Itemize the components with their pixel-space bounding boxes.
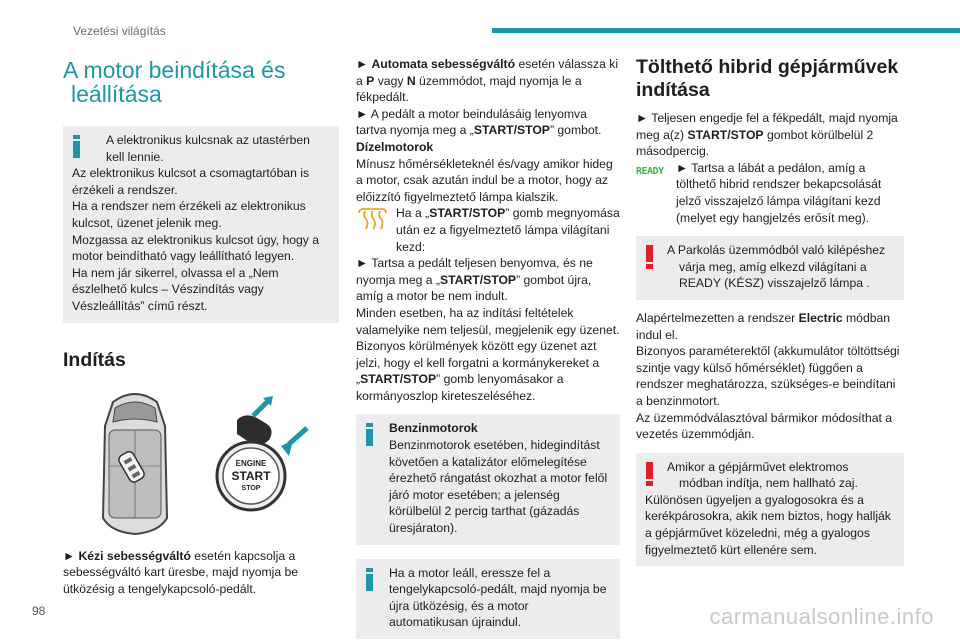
paragraph-text: ► Teljesen engedje fel a fékpedált, majd nyomja meg a(z) — [636, 111, 898, 142]
warning-icon — [646, 462, 653, 487]
info-line: Mozgassa az elektronikus kulcsot úgy, hogy a motor beindítható vagy leállítható legyen. — [72, 232, 320, 264]
bold-term: P — [366, 73, 375, 88]
paragraph-text: üzemmódot, majd nyomja le a fékpedált. — [356, 73, 582, 105]
mode-selector-paragraph: Az üzemmódválasztóval bármikor módosíthat a vezetés üzemmódján. — [636, 410, 893, 442]
automatic-gearbox-paragraph — [356, 56, 620, 106]
glow-plug-warning-icon — [356, 207, 389, 233]
bold-term: N — [406, 73, 416, 88]
bold-term: Electric — [798, 310, 843, 325]
watermark: carmanualsonline.info — [709, 604, 934, 629]
start-illustration — [63, 386, 339, 536]
page-number: 98 — [32, 604, 46, 618]
glow-plug-row — [356, 205, 620, 255]
paragraph-text: gombot körülbelül 2 másodpercig. — [636, 127, 874, 159]
info-line: A elektronikus kulcsnak az utastérben kell lennie. — [106, 133, 310, 164]
header-accent-bar — [492, 28, 960, 33]
conditions-paragraph: Minden esetben, ha az indítási feltételek valamelyike nem teljesül, megjelenik egy üzenet. — [356, 305, 620, 337]
paragraph-text: ” gomb megnyomása után ez a figyelmeztető lámpa világítani kezd: — [396, 206, 620, 254]
stall-text: Ha a motor leáll, eressze fel a tengelykapcsoló-pedált, majd nyomja be újra ütközésig, és a motor automatikusan újraindul. — [389, 565, 607, 630]
warning-box-park — [636, 236, 904, 300]
bold-term: START/STOP — [360, 372, 437, 387]
petrol-heading: Benzinmotorok — [389, 421, 478, 436]
paragraph-text: ” gombot. — [549, 123, 602, 138]
glow-plug-text — [356, 205, 620, 255]
start-button-label: START — [231, 468, 271, 483]
paragraph-text: esetén válassza ki a — [356, 57, 619, 88]
parameters-paragraph: Bizonyos paraméterektől (akkumulátor töltöttségi szintje vagy külső hőmérséklet) függően a rendszer meghatározza, szükséges-e beindítani a benzinmotort. — [636, 344, 900, 408]
manual-gearbox-paragraph — [63, 548, 339, 598]
arrow-bullet: ► — [356, 57, 369, 71]
warning-text: Különösen ügyeljen a gyalogosokra és a kerékpárosokra, akik nem biztos, hogy hallják a gépjárművet közeledni, még a gyalogos figyelmeztető kürt ellenére sem. — [645, 492, 891, 557]
paragraph-text: ► Tartsa a pedált teljesen benyomva, és ne nyomja meg a „ — [356, 256, 593, 287]
header-section-title: Vezetési világítás — [73, 24, 166, 38]
bold-term: Automata sebességváltó — [371, 57, 516, 71]
section-title-hybrid: Tölthető hibrid gépjárművek indítása — [636, 56, 899, 101]
paragraph-text: Bizonyos körülmények között egy üzenet azt jelzi, hogy el kell forgatni a kormánykereket a „ — [356, 339, 600, 387]
car-top-view-icon — [103, 394, 167, 534]
ready-text: ► Tartsa a lábát a pedálon, amíg a tölthető hibrid rendszer bekapcsolását jelző visszajelző lámpa világítani kezd (melyet egy hangjelzés erősít meg). — [676, 160, 882, 225]
paragraph-text: esetén kapcsolja a sebességváltó kart üresbe, majd nyomja be ütközésig a tengelykapcsoló-pedált. — [63, 548, 299, 596]
warning-text: A Parkolás üzemmódból való kilépéshez várja meg, amíg elkezd világítani a READY (KÉSZ) visszajelző lámpa . — [667, 243, 886, 291]
paragraph-text: ► A pedált a motor beindulásáig lenyomva tartva nyomja meg a „ — [356, 106, 587, 138]
start-button-label: ENGINE — [235, 458, 267, 468]
info-line: Ha nem jár sikerrel, olvassa el a „Nem észlelhető kulcs – Vészindítás vagy Vészleállítás” című részt. — [72, 265, 279, 313]
info-icon — [366, 568, 373, 591]
bold-term: START/STOP — [429, 206, 506, 221]
diesel-heading: Dízelmotorok — [356, 139, 434, 154]
info-line: Ha a rendszer nem érzékeli az elektronikus kulcsot, üzenet jelenik meg. — [72, 199, 306, 230]
car-key-illustration — [63, 386, 339, 536]
bold-term: START/STOP — [440, 272, 517, 287]
arrow-bullet: ► — [63, 548, 76, 563]
ready-indicator-icon: READY — [636, 165, 664, 177]
petrol-text: Benzinmotorok esetében, hidegindítást követően a katalizátor előmelegítése érezhető rángatást okozhat a motor felől járó motor esetében; a jelenség körülbelül 2 percig tarthat (gázadás üresjáraton). — [389, 438, 608, 536]
paragraph-text: Alapértelmezetten a rendszer — [636, 310, 799, 325]
info-line: Az elektronikus kulcsot a csomagtartóban is érzékeli a rendszer. — [72, 166, 310, 197]
paragraph-text: módban indul el. — [636, 310, 891, 342]
steering-paragraph — [356, 338, 620, 404]
subtitle-inditas: Indítás — [63, 348, 126, 371]
ready-row — [636, 160, 904, 226]
info-icon — [366, 423, 373, 446]
info-box-electronic-key — [63, 126, 339, 323]
info-box-petrol — [356, 414, 620, 544]
column-2 — [356, 56, 620, 639]
start-button-label: STOP — [241, 484, 261, 492]
info-box-stall — [356, 559, 620, 639]
warning-box-electric — [636, 453, 904, 567]
column-1 — [63, 56, 339, 597]
section-title-start-stop: A motor beindítása és leállítása — [63, 57, 286, 107]
release-paragraph — [356, 255, 620, 305]
bold-term: START/STOP — [687, 127, 764, 142]
paragraph-text: Ha a „ — [396, 206, 430, 221]
paragraph-text: ” gomb lenyomásakor a kormányoszlop kireteszeléséhez. — [356, 372, 564, 403]
paragraph-text: ” gombot újra, amíg a motor be nem indult. — [356, 272, 592, 304]
bold-term: START/STOP — [473, 123, 550, 138]
warning-text: Amikor a gépjárművet elektromos módban indítja, nem hallható zaj. — [667, 459, 858, 491]
bold-term: Kézi sebességváltó — [78, 548, 191, 563]
finger-press-icon — [237, 396, 273, 445]
hybrid-press-paragraph — [636, 110, 904, 160]
info-icon — [73, 135, 80, 158]
press-paragraph — [356, 106, 620, 139]
paragraph-text: vagy — [374, 73, 407, 88]
column-3 — [636, 56, 904, 566]
diesel-paragraph: Mínusz hőmérsékleteknél és/vagy amikor hideg a motor, csak azután indul be a motor, hogy az előizzító figyelmeztető lámpa kialszik. — [356, 156, 613, 204]
warning-icon — [646, 245, 653, 270]
electric-default-paragraph — [636, 310, 904, 343]
